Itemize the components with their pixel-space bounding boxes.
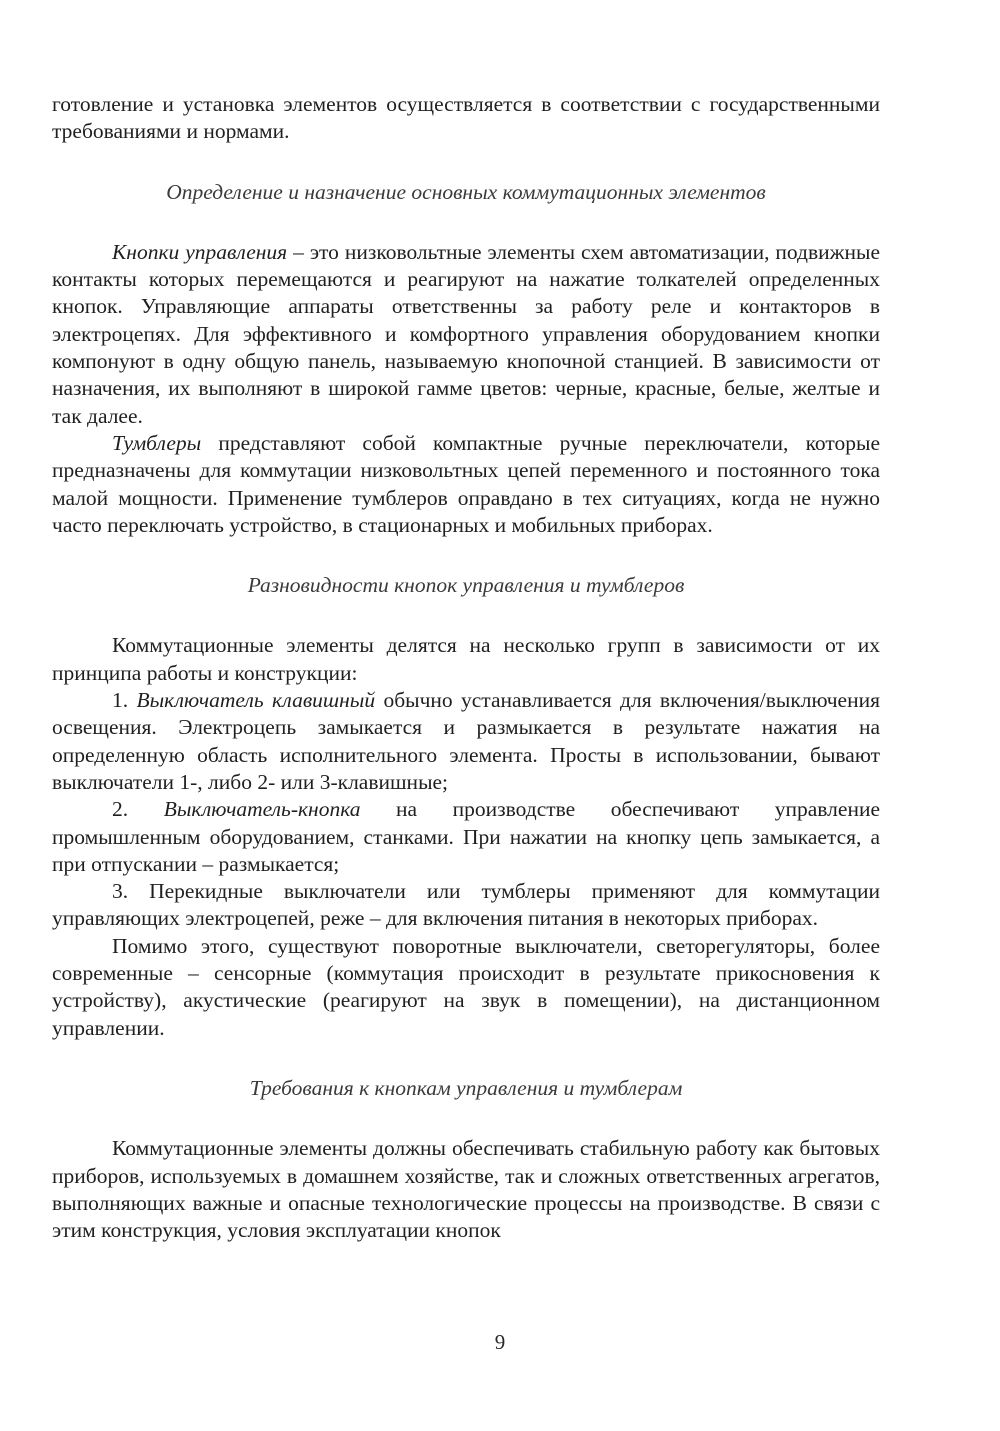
page-number: 9 <box>494 1330 506 1354</box>
list-item-text: на производстве обеспечивают управление промышленным оборудованием, станками. При нажатии на кнопку цепь замыкается, а при отпускании – размыкается; <box>52 797 881 876</box>
term-control-buttons: Кнопки управления <box>112 239 288 264</box>
paragraph-groups-intro: Коммутационные элементы делятся на несколько групп в зависимости от их принципа работы и конструкции: <box>52 633 880 685</box>
term-rocker-switch: Выключатель клавишный <box>136 688 376 713</box>
list-item-rocker-switch <box>52 687 880 796</box>
paragraph-toggle-switches-text: представляют собой компактные ручные переключатели, которые предназначены для коммутации низковольтных цепей переменного и постоянного тока малой мощности. Применение тумблеров оправдано в тех ситуациях, когда не нужно часто переключать устройство, в стационарных и мобильных приборах. <box>52 430 880 537</box>
paragraph-control-buttons <box>52 239 880 430</box>
list-item-number: 1. <box>112 688 137 713</box>
list-item-toggle-switch: 3. Перекидные выключатели или тумблеры применяют для коммутации управляющих электроцепей, реже – для включения питания в некоторых приборах. <box>52 879 880 931</box>
paragraph-continuation: готовление и установка элементов осуществляется в соответствии с государственными требованиями и нормами. <box>52 92 880 144</box>
list-item-push-switch <box>52 796 880 878</box>
section-heading-varieties: Разновидности кнопок управления и тумблеров <box>247 573 685 598</box>
document-page <box>52 91 880 1244</box>
paragraph-toggle-switches <box>52 430 880 539</box>
paragraph-control-buttons-text: – это низковольтные элементы схем автоматизации, подвижные контакты которых перемещаются и реагируют на нажатие толкателей определенных кнопок. Управляющие аппараты ответственны за работу реле и контакторов в электроцепях. Для эффективного и комфортного управления оборудованием кнопки компонуют в одну общую панель, называемую кнопочной станцией. В зависимости от назначения, их выполняют в широкой гамме цветов: черные, красные, белые, желтые и так далее. <box>52 239 880 428</box>
section-heading-requirements: Требования к кнопкам управления и тумблерам <box>249 1075 683 1100</box>
paragraph-other-switches: Помимо этого, существуют поворотные выключатели, светорегуляторы, более современные – сенсорные (коммутация происходит в результате прикосновения к устройству), акустические (реагируют на звук в помещении), на дистанционном управлении. <box>52 933 880 1040</box>
term-toggle-switches: Тумблеры <box>112 430 202 455</box>
list-item-text: обычно устанавливается для включения/выключения освещения. Электроцепь замыкается и размыкается в результате нажатия на определенную область исполнительного элемента. Просты в использовании, бывают выключатели 1-, либо 2- или 3-клавишные; <box>52 688 880 794</box>
list-item-number: 2. <box>112 797 164 822</box>
section-heading-definition: Определение и назначение основных коммутационных элементов <box>166 179 766 204</box>
paragraph-requirements: Коммутационные элементы должны обеспечивать стабильную работу как бытовых приборов, используемых в домашнем хозяйстве, так и сложных ответственных агрегатов, выполняющих важные и опасные технологические процессы на производстве. В связи с этим конструкция, условия эксплуатации кнопок <box>52 1136 880 1243</box>
term-push-switch: Выключатель-кнопка <box>163 797 361 822</box>
